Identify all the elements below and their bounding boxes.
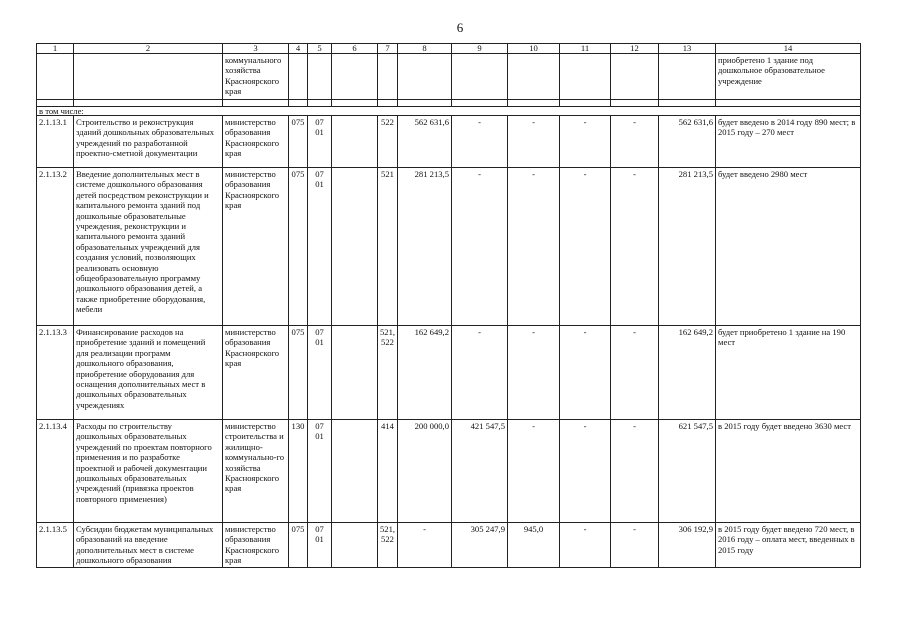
- row-result: в 2015 году будет введено 3630 мест: [716, 420, 861, 523]
- row-name: Расходы по строительству дошкольных образовательных учреждений по проектам повторного применения и по разработке проектной и рабочей документации дошкольных образовательных учреждений (привязка проектов повторного применения): [74, 420, 223, 523]
- table-row: [37, 326, 861, 420]
- row-c6: [332, 326, 378, 420]
- column-header: 7: [378, 44, 398, 54]
- row-c8: 162 649,2: [398, 326, 452, 420]
- result-cell: приобретено 1 здание под дошкольное образовательное учреждение: [716, 54, 861, 100]
- row-c12: -: [611, 168, 659, 326]
- row-c4: 130: [289, 420, 308, 523]
- table-row: [37, 116, 861, 168]
- row-c10: 945,0: [508, 523, 560, 568]
- row-c12: -: [611, 420, 659, 523]
- row-c6: [332, 420, 378, 523]
- row-c10: -: [508, 326, 560, 420]
- column-header: 2: [74, 44, 223, 54]
- column-header-row: [37, 44, 861, 54]
- row-c10: -: [508, 116, 560, 168]
- row-c13: 281 213,5: [659, 168, 716, 326]
- subheading: в том числе:: [37, 107, 861, 116]
- row-c11: -: [560, 116, 611, 168]
- row-c9: -: [452, 116, 508, 168]
- page-number: 6: [456, 20, 464, 35]
- row-c11: -: [560, 326, 611, 420]
- column-header: 10: [508, 44, 560, 54]
- column-header: 12: [611, 44, 659, 54]
- row-c5: 07 01: [308, 523, 332, 568]
- row-number: 2.1.13.3: [37, 326, 74, 420]
- table-row: [37, 420, 861, 523]
- row-c9: -: [452, 326, 508, 420]
- row-executor: министерство образования Красноярского края: [223, 116, 289, 168]
- row-c5: 07 01: [308, 326, 332, 420]
- row-c13: 306 192,9: [659, 523, 716, 568]
- row-c8: -: [398, 523, 452, 568]
- row-c6: [332, 116, 378, 168]
- row-name: Строительство и реконструкция зданий дошкольных образовательных учреждений по разработанной проектно-сметной документации: [74, 116, 223, 168]
- row-c7: 522: [378, 116, 398, 168]
- executor-cell: коммунального хозяйства Красноярского края: [223, 54, 289, 100]
- row-name: Финансирование расходов на приобретение зданий и помещений для реализации программ дошкольного образования, приобретение оборудования для оснащения дополнительных мест в дошкольных образовательных учреждениях: [74, 326, 223, 420]
- row-c7: 521, 522: [378, 326, 398, 420]
- row-number: 2.1.13.4: [37, 420, 74, 523]
- row-c4: 075: [289, 523, 308, 568]
- row-c5: 07 01: [308, 168, 332, 326]
- row-c9: 421 547,5: [452, 420, 508, 523]
- column-header: 5: [308, 44, 332, 54]
- row-c5: 07 01: [308, 420, 332, 523]
- row-name: Субсидии бюджетам муниципальных образований на введение дополнительных мест в системе дошкольного образования: [74, 523, 223, 568]
- row-c9: 305 247,9: [452, 523, 508, 568]
- row-number: 2.1.13.2: [37, 168, 74, 326]
- column-header: 11: [560, 44, 611, 54]
- column-header: 6: [332, 44, 378, 54]
- column-header: 14: [716, 44, 861, 54]
- row-c7: 521: [378, 168, 398, 326]
- row-c4: 075: [289, 326, 308, 420]
- row-name: Введение дополнительных мест в системе дошкольного образования детей посредством реконструкции и капитального ремонта зданий под дошкольные образовательные учреждения, реконструкции и капитального ремонта зданий образовательных учреждений для создания условий, позволяющих реализовать основную общеобразовательную программу дошкольного образования детей, а также приобретение оборудования, мебели: [74, 168, 223, 326]
- row-result: будет введено 2980 мест: [716, 168, 861, 326]
- row-c10: -: [508, 168, 560, 326]
- table-row: [37, 523, 861, 568]
- row-executor: министерство строительства и жилищно-коммунально-го хозяйства Красноярского края: [223, 420, 289, 523]
- row-c13: 162 649,2: [659, 326, 716, 420]
- column-header: 1: [37, 44, 74, 54]
- row-c7: 414: [378, 420, 398, 523]
- row-c4: 075: [289, 116, 308, 168]
- row-c12: -: [611, 326, 659, 420]
- row-c12: -: [611, 116, 659, 168]
- row-result: будет введено в 2014 году 890 мест; в 2015 году – 270 мест: [716, 116, 861, 168]
- row-c9: -: [452, 168, 508, 326]
- table-row: [37, 168, 861, 326]
- row-c10: -: [508, 420, 560, 523]
- row-c6: [332, 523, 378, 568]
- budget-table: [36, 43, 861, 568]
- row-c5: 07 01: [308, 116, 332, 168]
- row-c13: 621 547,5: [659, 420, 716, 523]
- row-c12: -: [611, 523, 659, 568]
- column-header: 13: [659, 44, 716, 54]
- row-c7: 521, 522: [378, 523, 398, 568]
- spacer-row: [37, 100, 861, 107]
- row-executor: министерство образования Красноярского края: [223, 523, 289, 568]
- row-executor: министерство образования Красноярского края: [223, 168, 289, 326]
- row-c6: [332, 168, 378, 326]
- column-header: 9: [452, 44, 508, 54]
- row-c11: -: [560, 523, 611, 568]
- column-header: 8: [398, 44, 452, 54]
- row-c8: 562 631,6: [398, 116, 452, 168]
- subheading-row: [37, 107, 861, 116]
- row-c11: -: [560, 168, 611, 326]
- row-c8: 200 000,0: [398, 420, 452, 523]
- column-header: 4: [289, 44, 308, 54]
- column-header: 3: [223, 44, 289, 54]
- row-number: 2.1.13.1: [37, 116, 74, 168]
- row-result: в 2015 году будет введено 720 мест, в 2016 году – оплата мест, введенных в 2015 году: [716, 523, 861, 568]
- row-c11: -: [560, 420, 611, 523]
- row-number: 2.1.13.5: [37, 523, 74, 568]
- row-result: будет приобретено 1 здание на 190 мест: [716, 326, 861, 420]
- row-c13: 562 631,6: [659, 116, 716, 168]
- row-c4: 075: [289, 168, 308, 326]
- continuation-row: [37, 54, 861, 100]
- row-executor: министерство образования Красноярского края: [223, 326, 289, 420]
- row-c8: 281 213,5: [398, 168, 452, 326]
